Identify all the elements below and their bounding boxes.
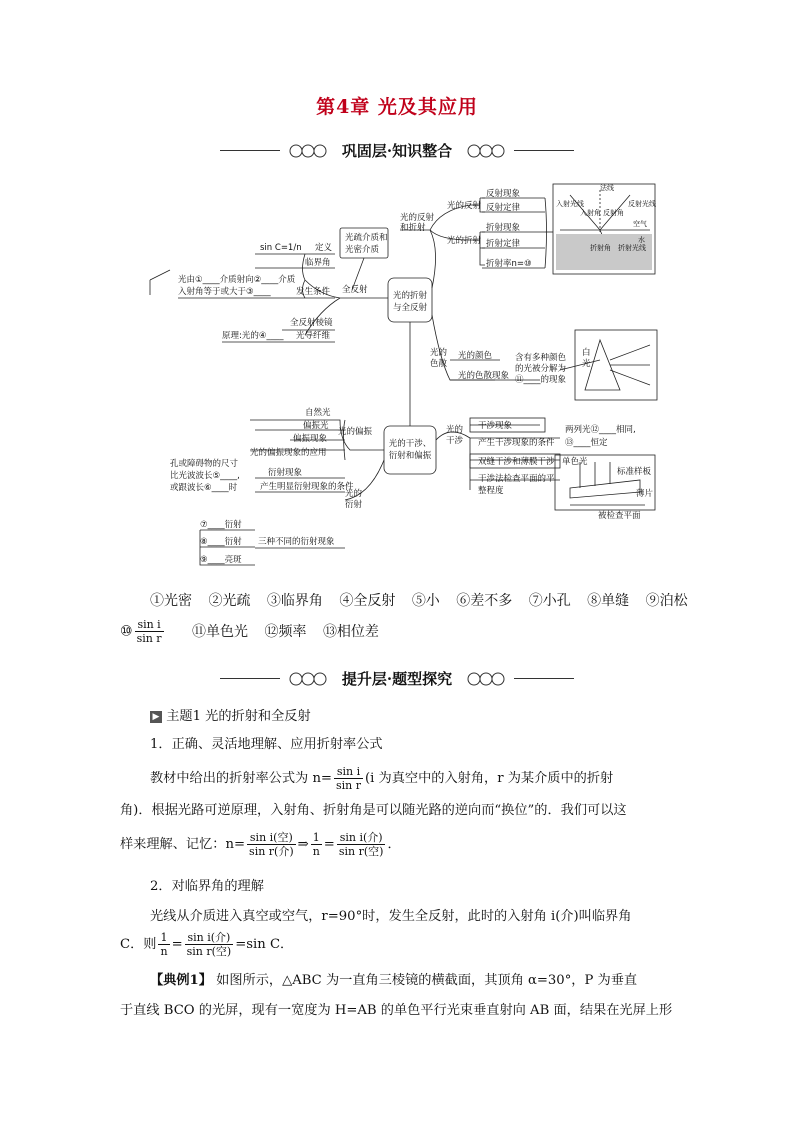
mm-label: 折射定律 bbox=[486, 239, 521, 249]
mm-label: 折射率n=⑩ bbox=[486, 259, 532, 269]
mm-label: 白 bbox=[582, 348, 591, 358]
mm-label: 入射光线 bbox=[556, 200, 584, 208]
mm-label: 光的偏振 bbox=[338, 427, 373, 437]
frac-den: sin r(介) bbox=[249, 845, 294, 858]
mm-label: 空气 bbox=[633, 220, 647, 228]
mm-label: 光 bbox=[582, 359, 591, 369]
formula-fraction bbox=[158, 931, 169, 958]
mm-label: 衍射现象 bbox=[268, 468, 303, 478]
mm-label: ⑦____衍射 bbox=[200, 520, 242, 530]
center-node-line2: 与全反射 bbox=[392, 303, 428, 313]
section-title: 巩固层·知识整合 bbox=[341, 142, 453, 160]
mm-label: 入射角等于或大于③____ bbox=[178, 287, 271, 297]
answer-item: ⑥差不多 bbox=[456, 593, 513, 609]
answers-line2 bbox=[120, 618, 391, 645]
mm-label: 色散 bbox=[430, 359, 448, 369]
mm-label: 干涉现象 bbox=[478, 421, 513, 431]
answer-item: ⑫频率 bbox=[264, 623, 307, 640]
mm-label: 法线 bbox=[600, 184, 614, 192]
paragraph: 样来理解、记忆：n= $\frac{\text{sin i(空)}}{\text{sin r(介)}}$ ⇒ $\frac{1}{n}$ = $\frac{\text{sin i(介)}}{\text{sin r(空)}}$ ． bbox=[120, 831, 401, 858]
mm-label: 单色光 bbox=[562, 457, 588, 467]
chapter-title: 第4章 光及其应用 bbox=[316, 96, 478, 118]
text: 样来理解、记忆：n= bbox=[120, 837, 246, 852]
mm-label: ⑨____亮斑 bbox=[200, 555, 242, 565]
paragraph: C．则 $\frac{1}{n}$ = $\frac{\text{sin i(介)}}{\text{sin r(空)}}$ =sin C． bbox=[120, 931, 294, 958]
answers-line1 bbox=[150, 590, 700, 612]
mm-label: 光的 bbox=[446, 425, 464, 435]
mm-label: 比光波波长⑤____, bbox=[170, 471, 240, 481]
rings-decoration-icon bbox=[288, 671, 328, 687]
mm-label: 偏振光 bbox=[303, 421, 329, 431]
mm-label: sin C=1/n bbox=[260, 243, 302, 253]
paragraph: 光线从介质进入真空或空气，r=90°时，发生全反射，此时的入射角 i(介)叫临界角 bbox=[150, 909, 632, 924]
mm-label: 水 bbox=[638, 236, 645, 244]
mm-label: 折射角 bbox=[590, 244, 611, 252]
mm-label: 反射定律 bbox=[486, 203, 521, 213]
frac-num: sin i(介) bbox=[185, 931, 234, 945]
mm-label: 光的偏振现象的应用 bbox=[250, 448, 327, 458]
answer-item: ⑤小 bbox=[411, 593, 440, 609]
mm-label: 反射光线 bbox=[628, 200, 656, 208]
section-header-improvement bbox=[0, 668, 794, 689]
mm-label: 标准样板 bbox=[617, 467, 652, 477]
rings-decoration-icon bbox=[466, 143, 506, 159]
frac-den: sin r bbox=[335, 779, 361, 792]
mm-label: 孔或障碍物的尺寸 bbox=[170, 459, 239, 469]
answer-item: ⑪单色光 bbox=[192, 623, 249, 640]
frac-den: n bbox=[160, 945, 168, 958]
mm-label: 干涉 bbox=[446, 436, 464, 446]
mm-label: 入射角 bbox=[580, 209, 601, 217]
mm-label: 整程度 bbox=[478, 486, 504, 496]
mm-label: 光的反射 bbox=[447, 201, 482, 211]
text: =sin C． bbox=[235, 937, 294, 952]
mm-label: 反射角 bbox=[603, 209, 624, 217]
frac-num: sin i bbox=[334, 765, 363, 779]
frac-den: sin r(空) bbox=[338, 845, 384, 858]
rings-decoration-icon bbox=[288, 143, 328, 159]
mm-label: 反射现象 bbox=[486, 189, 521, 199]
mm-label: 两列光⑫____相同, bbox=[565, 425, 636, 435]
mm-label: 光疏介质和 bbox=[345, 233, 388, 243]
paragraph: 角)．根据光路可逆原理，入射角、折射角是可以随光路的逆向而“换位”的．我们可以这 bbox=[120, 803, 627, 818]
section-header-consolidation bbox=[0, 140, 794, 161]
example-tag: 【典例1】 bbox=[150, 973, 212, 988]
center-node2-line1: 光的干涉、 bbox=[388, 439, 432, 449]
mm-label: 和折射 bbox=[400, 223, 426, 233]
center-node-line1: 光的折射 bbox=[392, 291, 428, 301]
mm-label: 光的 bbox=[430, 348, 448, 358]
mm-label: 薄片 bbox=[636, 489, 654, 499]
mm-label: 偏振现象 bbox=[293, 434, 328, 444]
mm-label: 原理:光的④____ bbox=[222, 331, 284, 341]
mm-label: 干涉法检查平面的平 bbox=[478, 474, 555, 484]
rings-decoration-icon bbox=[466, 671, 506, 687]
frac-num: sin i(介) bbox=[337, 831, 386, 845]
answer-item: ⑦小孔 bbox=[528, 593, 571, 609]
answer-item: ③临界角 bbox=[266, 593, 323, 609]
mm-label: 光的折射 bbox=[447, 236, 482, 246]
mm-label: 的光被分解为 bbox=[515, 364, 567, 374]
answer-item: ⑬相位差 bbox=[322, 623, 379, 640]
mm-label: ⑧____衍射 bbox=[200, 537, 242, 547]
knowledge-mindmap bbox=[0, 170, 794, 580]
paragraph: 2．对临界角的理解 bbox=[150, 879, 264, 894]
mm-label: 定义 bbox=[315, 243, 333, 253]
formula-fraction bbox=[311, 831, 322, 858]
answer-item: ⑧单缝 bbox=[587, 593, 630, 609]
mm-label: 被检查平面 bbox=[598, 511, 641, 521]
play-icon: ▶ bbox=[150, 711, 162, 723]
section-title: 提升层·题型探究 bbox=[341, 670, 453, 688]
topic-title: 主题1 光的折射和全反射 bbox=[166, 709, 311, 724]
answer-item: ⑩ bbox=[120, 623, 133, 640]
mm-label: 全反射 bbox=[342, 285, 368, 295]
frac-num: sin i bbox=[135, 618, 164, 632]
text: C．则 bbox=[120, 937, 157, 952]
mm-label: 折射现象 bbox=[486, 223, 521, 233]
topic-heading bbox=[150, 702, 710, 732]
formula-fraction bbox=[247, 831, 296, 858]
answer-item: ④全反射 bbox=[339, 593, 396, 609]
mm-label: 双缝干涉和薄膜干涉 bbox=[478, 457, 555, 467]
answer-item: ①光密 bbox=[150, 593, 192, 609]
answer-item: ②光疏 bbox=[208, 593, 251, 609]
mm-label: 光导纤维 bbox=[296, 331, 331, 341]
text: 教材中给出的折射率公式为 n= bbox=[150, 771, 332, 786]
frac-den: sin r(空) bbox=[186, 945, 232, 958]
mm-label: 或跟波长⑥____时 bbox=[170, 483, 238, 493]
mm-label: 光的颜色 bbox=[458, 351, 493, 361]
frac-den: sin r bbox=[136, 632, 162, 645]
mm-label: ⑬____恒定 bbox=[565, 438, 608, 448]
mm-label: 光由①____介质射向②____介质 bbox=[178, 275, 296, 285]
mm-label: 产生明显衍射现象的条件 bbox=[260, 482, 354, 492]
mm-label: 光密介质 bbox=[345, 245, 380, 255]
mm-label: ⑪____的现象 bbox=[515, 375, 567, 385]
mm-label: 三种不同的衍射现象 bbox=[258, 537, 335, 547]
mm-label: 产生干涉现象的条件 bbox=[478, 438, 555, 448]
frac-num: sin i(空) bbox=[247, 831, 296, 845]
mm-label: 光的 bbox=[345, 489, 363, 499]
answer-fraction bbox=[135, 618, 176, 645]
text: (i 为真空中的入射角，r 为某介质中的折射 bbox=[365, 771, 614, 786]
frac-num: 1 bbox=[158, 931, 169, 945]
paragraph: 1．正确、灵活地理解、应用折射率公式 bbox=[150, 737, 383, 752]
formula-fraction bbox=[185, 931, 234, 958]
mm-label: 发生条件 bbox=[296, 287, 331, 297]
mm-label: 自然光 bbox=[305, 408, 331, 418]
mm-label: 含有多种颜色 bbox=[515, 353, 567, 363]
mm-label: 全反射棱镜 bbox=[290, 318, 333, 328]
frac-den: n bbox=[312, 845, 320, 858]
mm-label: 光的色散现象 bbox=[458, 371, 510, 381]
paragraph bbox=[150, 764, 690, 794]
paragraph: 于直线 BCO 的光屏，现有一宽度为 H=AB 的单色平行光束垂直射向 AB 面，结果在光屏上形 bbox=[120, 1003, 673, 1018]
text: 如图所示，△ABC 为一直角三棱镜的横截面，其顶角 α=30°，P 为垂直 bbox=[216, 973, 638, 988]
mm-label: 临界角 bbox=[305, 258, 331, 268]
mm-label: 衍射 bbox=[345, 500, 363, 510]
mm-label: 光的反射 bbox=[400, 213, 435, 223]
center-node2-line2: 衍射和偏振 bbox=[388, 451, 432, 461]
paragraph bbox=[150, 966, 690, 996]
mm-label: 折射光线 bbox=[618, 244, 646, 252]
formula-fraction bbox=[334, 765, 363, 792]
answer-item: ⑨泊松 bbox=[645, 593, 688, 609]
frac-num: 1 bbox=[311, 831, 322, 845]
formula-fraction bbox=[337, 831, 386, 858]
